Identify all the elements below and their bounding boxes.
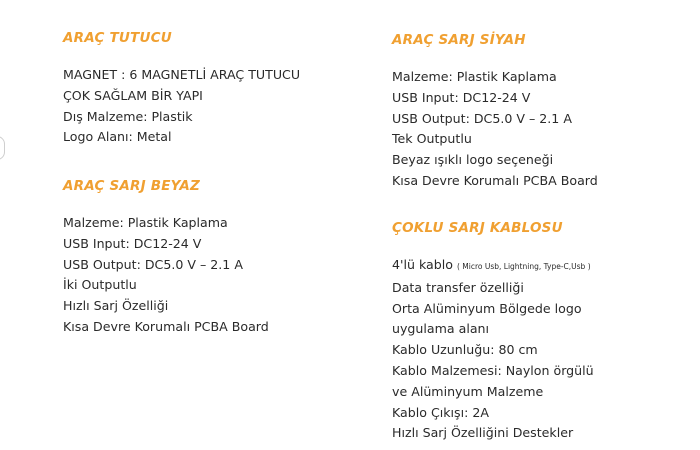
- section-multi-charge-cable: [392, 219, 594, 444]
- spec-line: Kısa Devre Korumalı PCBA Board: [63, 318, 269, 334]
- spec-line: Orta Alüminyum Bölgede logo: [392, 300, 582, 316]
- spec-line: Data transfer özelliği: [392, 279, 524, 295]
- spec-line: Kısa Devre Korumalı PCBA Board: [392, 172, 598, 188]
- spec-line: ÇOK SAĞLAM BİR YAPI: [63, 87, 203, 103]
- edge-decoration: [0, 136, 5, 160]
- spec-line: Hızlı Sarj Özelliği: [63, 298, 169, 314]
- spec-line: Kablo Uzunluğu: 80 cm: [392, 342, 538, 358]
- spec-line: ve Alüminyum Malzeme: [392, 383, 544, 399]
- cable-type-label: 4'lü kablo: [392, 257, 453, 272]
- spec-line: Kablo Malzemesi: Naylon örgülü: [392, 362, 594, 378]
- connector-types-note: ( Micro Usb, Lightning, Type-C,Usb ): [456, 262, 591, 271]
- spec-line: Hızlı Sarj Özelliğini Destekler: [392, 425, 574, 441]
- spec-list: [63, 213, 269, 338]
- spec-line: Malzeme: Plastik Kaplama: [63, 215, 228, 230]
- spec-line: İki Outputlu: [63, 277, 137, 293]
- spec-line: Dış Malzeme: Plastik: [63, 108, 193, 124]
- spec-list: [392, 67, 598, 192]
- spec-line: Logo Alanı: Metal: [63, 129, 172, 145]
- spec-line: Malzeme: Plastik Kaplama: [392, 69, 557, 84]
- section-title: ÇOKLU SARJ KABLOSU: [392, 220, 563, 236]
- spec-line: [392, 255, 594, 278]
- section-car-charger-black: [392, 31, 598, 192]
- section-title: ARAÇ TUTUCU: [63, 30, 172, 46]
- spec-list: [63, 65, 300, 148]
- spec-line: USB Input: DC12-24 V: [63, 235, 202, 251]
- section-title: ARAÇ SARJ BEYAZ: [63, 178, 201, 194]
- spec-line: USB Input: DC12-24 V: [392, 89, 531, 105]
- spec-line: Tek Outputlu: [392, 131, 472, 147]
- spec-line: MAGNET : 6 MAGNETLİ ARAÇ TUTUCU: [63, 67, 301, 82]
- spec-line: USB Output: DC5.0 V – 2.1 A: [63, 256, 243, 272]
- spec-line: USB Output: DC5.0 V – 2.1 A: [392, 110, 572, 126]
- section-title: ARAÇ SARJ SİYAH: [392, 32, 526, 48]
- spec-line: Kablo Çıkışı: 2A: [392, 404, 489, 420]
- spec-list: [392, 255, 594, 444]
- spec-line: Beyaz ışıklı logo seçeneği: [392, 152, 554, 168]
- section-car-charger-white: [63, 177, 269, 338]
- section-car-holder: [63, 29, 300, 148]
- spec-line: uygulama alanı: [392, 321, 490, 337]
